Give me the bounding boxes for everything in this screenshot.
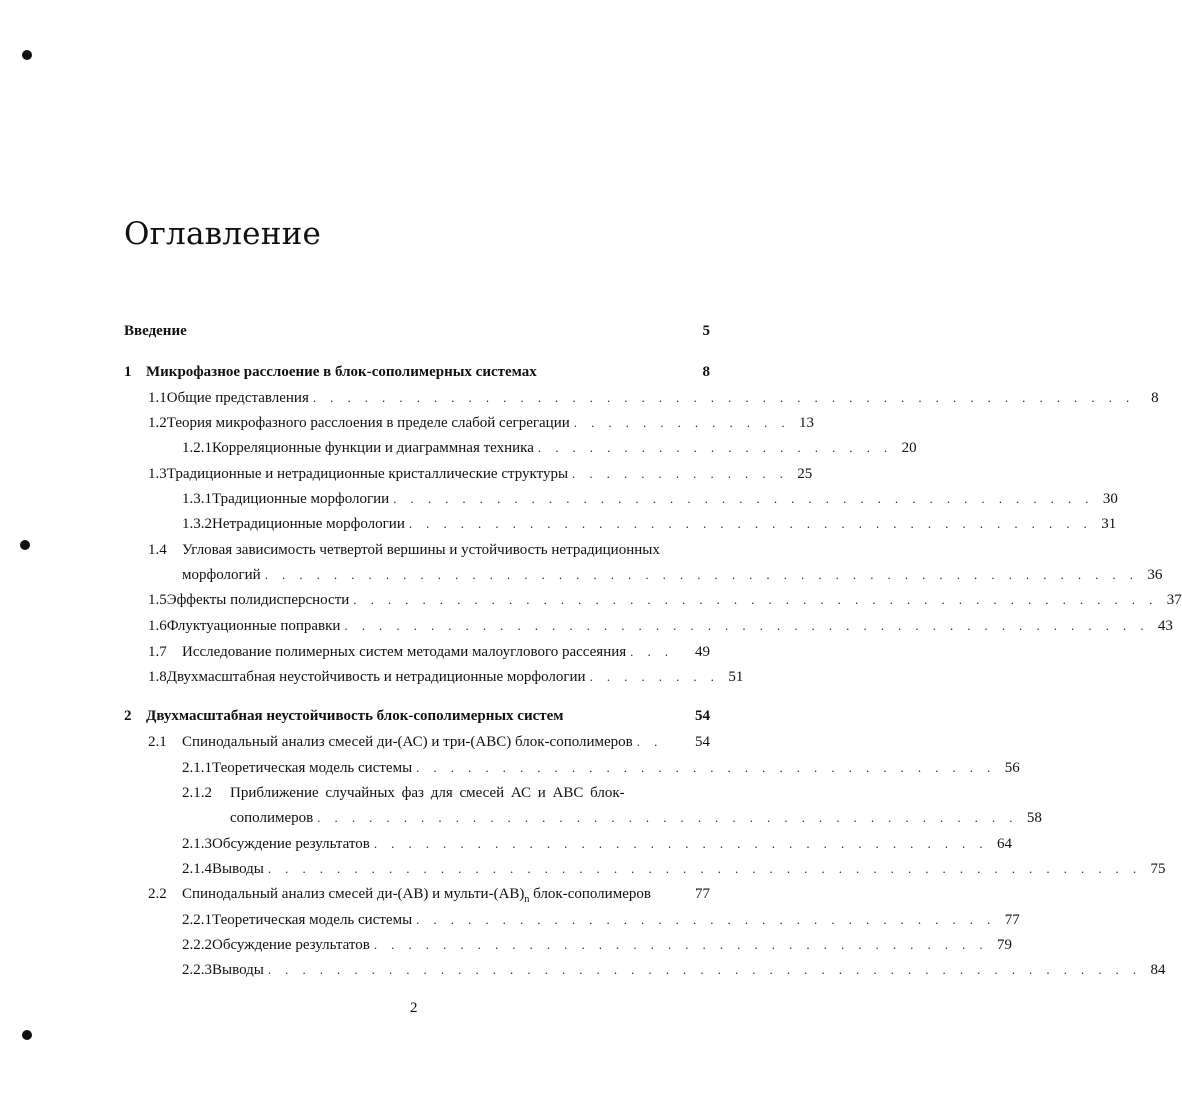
toc-entry-2-1-2-continued[interactable] [230, 810, 1042, 832]
toc-entry-number: 2.2.3 [182, 962, 212, 978]
toc-entry-page: 31 [1101, 516, 1117, 532]
toc-entry-text: Теоретическая модель системы [212, 760, 413, 776]
toc-entry-text: Угловая зависимость четвертой вершины и устойчивость нетрадиционных [182, 542, 660, 558]
toc-entry-1-4[interactable] [148, 542, 710, 564]
toc-entry-text: Флуктуационные поправки [166, 618, 341, 634]
toc-entry-page: 79 [997, 937, 1012, 953]
toc-entry-chapter-2[interactable] [124, 708, 710, 730]
toc-leader-dots: . . . . . . . . . . . . . . . . . . . . . . . . . . . . . . . . . . . . . . . . . . . . . . . . . . . [264, 567, 1139, 582]
toc-entry-page: 84 [1150, 962, 1166, 978]
toc-leader-dots: . . . . . . . . . . . . . . . . . . . . . . . . . . . . . . . . . . . . . . . . . . . . . . . [353, 592, 1158, 607]
toc-entry-page: 77 [695, 886, 710, 902]
toc-entry-page: 43 [1157, 618, 1173, 634]
toc-entry-2-2-3[interactable] [182, 962, 1166, 984]
toc-entry-2-2-2[interactable] [182, 937, 1012, 959]
toc-entry-intro[interactable] [124, 323, 710, 345]
toc-entry-text: Общие представления [166, 390, 309, 406]
toc-entry-page: 58 [1026, 810, 1042, 826]
page-title: Оглавление [124, 216, 321, 252]
toc-entry-number: 1.2 [148, 415, 167, 431]
toc-entry-2-2-1[interactable] [182, 912, 1020, 934]
toc-entry-text: Обсуждение результатов [212, 836, 370, 852]
toc-entry-page: 37 [1166, 592, 1182, 608]
punch-hole-middle [20, 540, 30, 550]
toc-entry-text-continued: сополимеров [230, 810, 314, 826]
toc-entry-2-1-1[interactable] [182, 760, 1020, 782]
toc-entry-2-1-4[interactable] [182, 861, 1166, 883]
toc-entry-number: 1 [124, 364, 132, 380]
toc-entry-number: 2.1 [148, 734, 167, 750]
toc-leader-dots: . . . . . . . . . . . . . . . . . . . . . . . . . . . . . . . . . . . . . . . . [408, 516, 1093, 531]
toc-leader-dots: . . . . . . . . . . . . . . . . . . . . . . . . . . . . . . . . . . . . . . . . . . . . . . . . . . . [267, 861, 1142, 876]
toc-entry-number: 1.3.1 [182, 491, 212, 507]
toc-entry-text-tail: блок-сополимеров [529, 886, 651, 902]
toc-entry-page: 25 [797, 466, 813, 482]
toc-entry-text: Корреляционные функции и диаграммная техника [212, 440, 534, 456]
toc-entry-number: 2.1.4 [182, 861, 212, 877]
toc-entry-text: Выводы [212, 861, 264, 877]
toc-entry-number: 1.1 [148, 390, 167, 406]
toc-entry-text-continued: морфологий [182, 567, 261, 583]
page-number: 2 [410, 1000, 418, 1016]
toc-entry-number: 1.6 [148, 618, 167, 634]
toc-entry-text: Спинодальный анализ смесей ди-(АС) и три-(АВС) блок-сополимеров [182, 734, 633, 750]
toc-entry-number: 2.1.3 [182, 836, 212, 852]
toc-entry-text: Микрофазное расслоение в блок-сополимерных системах [146, 364, 537, 380]
toc-entry-number: 1.7 [148, 644, 167, 660]
toc-entry-2-2[interactable] [148, 886, 710, 908]
toc-entry-page: 36 [1147, 567, 1163, 583]
toc-entry-1-7[interactable] [148, 644, 710, 666]
punch-hole-top [22, 50, 32, 60]
toc-entry-text: Теория микрофазного расслоения в пределе слабой сегрегации [166, 415, 570, 431]
toc-entry-2-1-2[interactable] [182, 785, 710, 807]
toc-entry-text: Двухмасштабная неустойчивость и нетрадиционные морфологии [166, 669, 586, 685]
toc-entry-text: Двухмасштабная неустойчивость блок-сополимерных систем [146, 708, 564, 724]
toc-entry-number: 2 [124, 708, 132, 724]
toc-entry-text: Эффекты полидисперсности [166, 592, 350, 608]
punch-hole-bottom [22, 1030, 32, 1040]
toc-entry-1-3-1[interactable] [182, 491, 1118, 513]
toc-entry-text: Введение [124, 323, 187, 339]
toc-leader-dots: . . . . . . . . . . . . . . . . . . . . . . . . . . . . . . . . . . . . [373, 937, 988, 952]
toc-entry-page: 54 [695, 734, 710, 750]
toc-entry-page: 8 [702, 364, 710, 380]
toc-entry-1-8[interactable] [148, 669, 744, 691]
toc-entry-number: 1.5 [148, 592, 167, 608]
toc-entry-number: 1.3.2 [182, 516, 212, 532]
toc-entry-text: Выводы [212, 962, 264, 978]
toc-leader-dots: . . . . . . . . [589, 669, 720, 684]
toc-entry-number: 1.4 [148, 542, 167, 558]
toc-leader-dots: . . . . . . . . . . . . . . . . . . . . . . . . . . . . . . . . . . . . . . . . . . . . . . . [344, 618, 1149, 633]
toc-entry-number: 1.2.1 [182, 440, 212, 456]
toc-leader-dots: . . . . . . . . . . . . . . . . . . . . . . . . . . . . . . . . . . . . . . . . . [393, 491, 1094, 506]
toc-leader-dots: . . . . . . . . . . . . . . . . . . . . . [537, 440, 893, 455]
toc-entry-page: 54 [695, 708, 710, 724]
toc-leader-dots: . . [636, 734, 663, 749]
toc-entry-number: 2.2.1 [182, 912, 212, 928]
toc-entry-page: 51 [728, 669, 744, 685]
toc-leader-dots: . . . [630, 644, 674, 659]
toc-entry-number: 2.2 [148, 886, 167, 902]
toc-entry-1-4-continued[interactable] [182, 567, 1163, 589]
toc-entry-number: 2.1.1 [182, 760, 212, 776]
toc-leader-dots: . . . . . . . . . . . . . . . . . . . . . . . . . . . . . . . . . . [416, 912, 996, 927]
toc-leader-dots: . . . . . . . . . . . . . . . . . . . . . . . . . . . . . . . . . . . . [373, 836, 988, 851]
subscript-n: n [524, 894, 530, 905]
toc-entry-number: 2.2.2 [182, 937, 212, 953]
toc-entry-text: Традиционные морфологии [212, 491, 390, 507]
toc-entry-1-1[interactable] [148, 390, 1159, 412]
toc-entry-text: Приближение случайных фаз для смесей АС и АВС блок- [230, 785, 625, 801]
toc-entry-text: Традиционные и нетрадиционные кристаллические структуры [166, 466, 569, 482]
toc-entry-chapter-1[interactable] [124, 364, 710, 386]
toc-entry-text: Теоретическая модель системы [212, 912, 413, 928]
toc-entry-1-5[interactable] [148, 592, 1182, 614]
toc-entry-number: 1.3 [148, 466, 167, 482]
toc-entry-number: 1.8 [148, 669, 167, 685]
toc-entry-page: 75 [1150, 861, 1166, 877]
toc-entry-1-2[interactable] [148, 415, 815, 437]
toc-entry-page: 64 [997, 836, 1012, 852]
toc-leader-dots: . . . . . . . . . . . . . . . . . . . . . . . . . . . . . . . . . . . . . . . . . . . . . . . . [312, 390, 1135, 405]
toc-entry-2-1-3[interactable] [182, 836, 1012, 858]
toc-entry-text [182, 886, 651, 905]
toc-entry-page: 20 [901, 440, 917, 456]
toc-entry-page: 8 [1151, 390, 1159, 406]
toc-entry-1-2-1[interactable] [182, 440, 917, 462]
toc-entry-page: 77 [1004, 912, 1020, 928]
toc-entry-1-3-2[interactable] [182, 516, 1117, 538]
toc-entry-page: 13 [799, 415, 815, 431]
toc-entry-page: 5 [702, 323, 710, 339]
toc-entry-page: 56 [1004, 760, 1020, 776]
toc-leader-dots: . . . . . . . . . . . . . . . . . . . . . . . . . . . . . . . . . . . . . . . . . [317, 810, 1018, 825]
toc-leader-dots: . . . . . . . . . . . . . [572, 466, 789, 481]
toc-entry-text: Нетрадиционные морфологии [212, 516, 405, 532]
toc-entry-page: 49 [695, 644, 710, 660]
toc-entry-number: 2.1.2 [182, 785, 212, 801]
toc-entry-1-3[interactable] [148, 466, 813, 488]
toc-entry-2-1[interactable] [148, 734, 710, 756]
toc-entry-text-main: Спинодальный анализ смесей ди-(АВ) и мульти-(АВ) [182, 886, 525, 902]
toc-leader-dots: . . . . . . . . . . . . . [573, 415, 791, 430]
toc-entry-page: 30 [1102, 491, 1118, 507]
toc-entry-text: Обсуждение результатов [212, 937, 370, 953]
toc-leader-dots: . . . . . . . . . . . . . . . . . . . . . . . . . . . . . . . . . . . . . . . . . . . . . . . . . . . [267, 962, 1142, 977]
toc-entry-1-6[interactable] [148, 618, 1173, 640]
toc-entry-text: Исследование полимерных систем методами малоуглового рассеяния [182, 644, 627, 660]
toc-leader-dots: . . . . . . . . . . . . . . . . . . . . . . . . . . . . . . . . . . [416, 760, 996, 775]
